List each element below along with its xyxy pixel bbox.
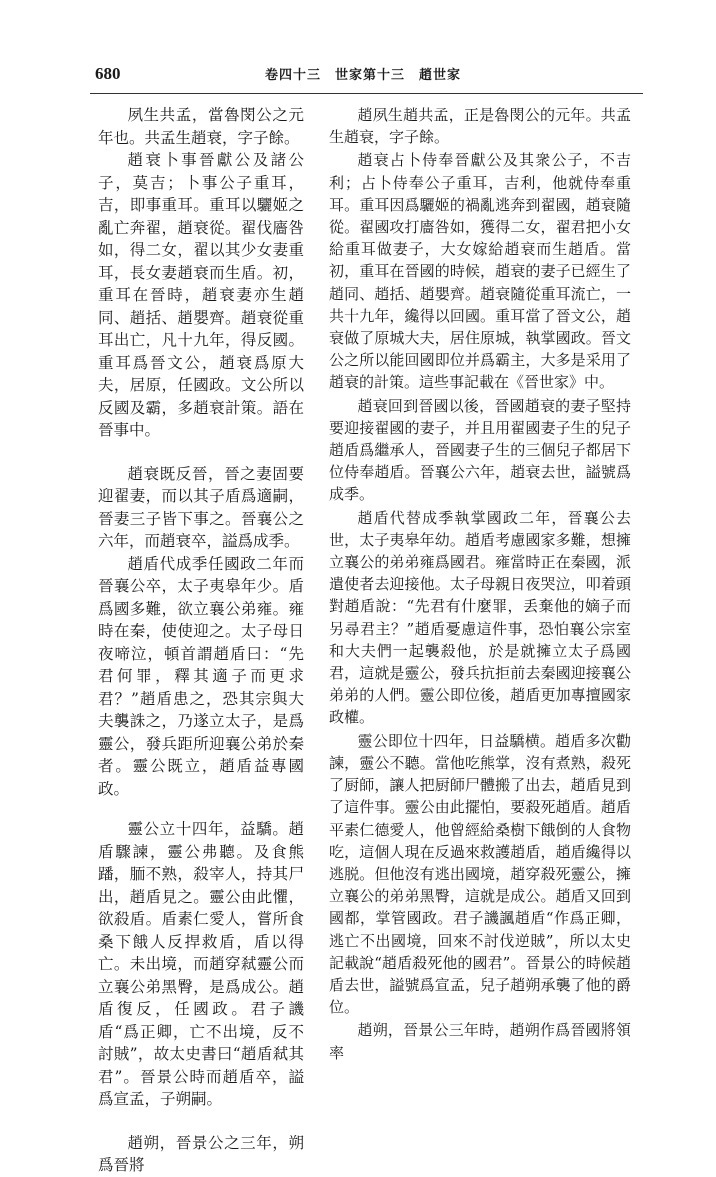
classical-paragraph: 趙盾代成季任國政二年而晉襄公卒，太子夷皋年少。盾爲國多難，欲立襄公弟雍。雍時在秦，使使迎之。太子母日夜啼泣，頓首謂趙盾曰：“先君何罪，釋其適子而更求君？”趙盾患之，恐其宗與大夫襲誅之，乃遂立太子，是爲靈公，發兵距所迎襄公弟於秦者。靈公既立，趙盾益專國政。	[98, 554, 304, 798]
running-title: 卷四十三 世家第十三 趙世家	[265, 68, 462, 83]
translation-paragraph: 趙夙生趙共孟，正是魯閔公的元年。共孟生趙衰，字子餘。	[329, 106, 631, 147]
classical-text-column	[98, 104, 304, 1174]
translation-paragraph: 趙朔，晉景公三年時，趙朔作爲晉國將領率	[329, 1021, 631, 1062]
page-number: 680	[95, 64, 121, 83]
classical-paragraph: 趙衰卜事晉獻公及諸公子，莫吉；卜事公子重耳，吉，即事重耳。重耳以驪姬之亂亡奔翟，趙衰從。翟伐廧咎如，得二女，翟以其少女妻重耳，長女妻趙衰而生盾。初，重耳在晉時，趙衰妻亦生趙同、趙括、趙嬰齊。趙衰從重耳出亡，凡十九年，得反國。重耳爲晉文公，趙衰爲原大夫，居原，任國政。文公所以反國及霸，多趙衰計策。語在晉事中。	[98, 151, 304, 439]
classical-paragraph: 靈公立十四年，益驕。趙盾驟諫，靈公弗聽。及食熊蹯，胹不熟，殺宰人，持其尸出，趙盾見之。靈公由此懼，欲殺盾。盾素仁愛人，嘗所食桑下餓人反捍救盾，盾以得亡。未出境，而趙穿弒靈公而立襄公弟黑臀，是爲成公。趙盾復反，任國政。君子譏盾“爲正卿，亡不出境，反不討賊”，故太史書曰“趙盾弒其君”。晉景公時而趙盾卒，謚爲宣孟，子朔嗣。	[98, 820, 304, 1108]
classical-paragraph: 夙生共孟，當魯閔公之元年也。共孟生趙衰，字子餘。	[98, 106, 304, 147]
translation-paragraph: 趙衰占卜侍奉晉獻公及其衆公子，不吉利；占卜侍奉公子重耳，吉利，他就侍奉重耳。重耳因爲驪姬的禍亂逃奔到翟國，趙衰隨從。翟國攻打廧咎如，獲得二女，翟君把小女給重耳做妻子，大女嫁給趙衰而生趙盾。當初，重耳在晉國的時候，趙衰的妻子已經生了趙同、趙括、趙嬰齊。趙衰隨從重耳流亡，一共十九年，纔得以回國。重耳當了晉文公，趙衰做了原城大夫，居住原城，執掌國政。晉文公之所以能回國即位并爲霸主，大多是采用了趙衰的計策。這些事記載在《晉世家》中。	[329, 151, 631, 392]
page-header	[0, 0, 716, 100]
classical-paragraph: 趙衰既反晉，晉之妻固要迎翟妻，而以其子盾爲適嗣，晉妻三子皆下事之。晉襄公之六年，而趙衰卒，謚爲成季。	[98, 464, 304, 550]
classical-paragraph: 趙朔，晉景公之三年，朔爲晉將	[98, 1133, 304, 1174]
translation-paragraph: 靈公即位十四年，日益驕横。趙盾多次勸諫，靈公不聽。當他吃熊掌，沒有煮熟，殺死了厨師，讓人把厨師尸體搬了出去，趙盾見到了這件事。靈公由此擺怕，要殺死趙盾。趙盾平素仁德愛人，他曾經給桑樹下餓倒的人食物吃，這個人現在反過來救護趙盾，趙盾纔得以逃脱。但他沒有逃出國境，趙穿殺死靈公，擁立襄公的弟弟黑臀，這就是成公。趙盾又回到國都，掌管國政。君子譏諷趙盾“作爲正卿，逃亡不出國境，回來不討伐逆賊”，所以太史記載說“趙盾殺死他的國君”。晉景公的時候趙盾去世，謚號爲宣孟，兒子趙朔承襲了他的爵位。	[329, 731, 631, 1017]
header-rule	[90, 93, 643, 94]
translation-paragraph: 趙衰回到晉國以後，晉國趙衰的妻子堅持要迎接翟國的妻子，并且用翟國妻子生的兒子趙盾爲繼承人，晉國妻子生的三個兒子都居下位侍奉趙盾。晉襄公六年，趙衰去世，謚號爲成季。	[329, 396, 631, 504]
translation-column	[329, 104, 631, 1062]
translation-paragraph: 趙盾代替成季執掌國政二年，晉襄公去世，太子夷皋年幼。趙盾考慮國家多難，想擁立襄公的弟弟雍爲國君。雍當時正在秦國，派遣使者去迎接他。太子母親日夜哭泣，叩着頭對趙盾說：“先君有什麼罪，丢棄他的嫡子而另尋君主？”趙盾憂慮這件事，恐怕襄公宗室和大夫們一起襲殺他，於是就擁立太子爲國君，這就是靈公，發兵抗拒前去秦國迎接襄公弟弟的人們。靈公即位後，趙盾更加專擅國家政權。	[329, 508, 631, 727]
